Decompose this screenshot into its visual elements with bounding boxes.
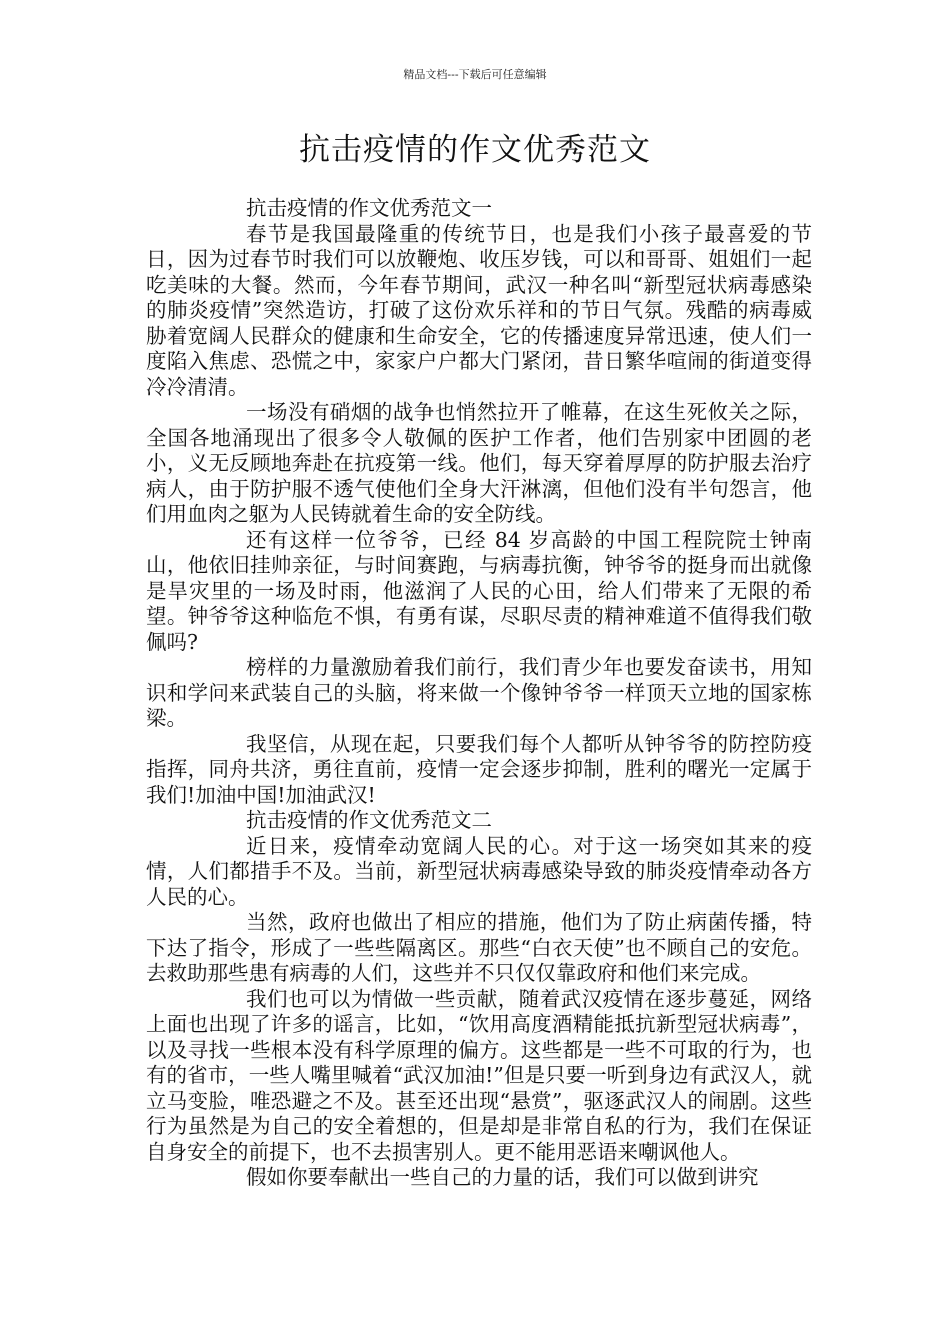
section-heading-2: 抗击疫情的作文优秀范文二 (246, 808, 492, 832)
paragraph: 我坚信，从现在起，只要我们每个人都听从钟爷爷的防控防疫指挥，同舟共济，勇往直前，疫情一定会逐步抑制，胜利的曙光一定属于我们!加油中国!加油武汉! (146, 731, 812, 807)
paragraph: 假如你要奉献出一些自己的力量的话，我们可以做到讲究 (246, 1165, 759, 1189)
document-title: 抗击疫情的作文优秀范文 (299, 132, 651, 168)
paragraph: 近日来，疫情牵动宽阔人民的心。对于这一场突如其来的疫情，人们都措手不及。当前，新型冠状病毒感染导致的肺炎疫情牵动各方人民的心。 (146, 833, 812, 909)
paragraph: 当然，政府也做出了相应的措施，他们为了防止病菌传播，特下达了指令，形成了一些些隔离区。那些“白衣天使”也不顾自己的安危。去救助那些患有病毒的人们，这些并不只仅仅靠政府和他们来完成。 (146, 910, 812, 985)
paragraph: 榜样的力量激励着我们前行，我们青少年也要发奋读书，用知识和学问来武装自己的头脑，将来做一个像钟爷爷一样顶天立地的国家栋梁。 (146, 655, 812, 730)
paragraph: 还有这样一位爷爷，已经 84 岁高龄的中国工程院院士钟南山，他依旧挂帅亲征，与时间赛跑，与病毒抗衡，钟爷爷的挺身而出就像是旱灾里的一场及时雨，他滋润了人民的心田，给人们带来了无限的希望。钟爷爷这种临危不惧，有勇有谋，尽职尽责的精神难道不值得我们敬佩吗? (146, 527, 812, 654)
paragraph: 我们也可以为情做一些贡献，随着武汉疫情在逐步蔓延，网络上面也出现了许多的谣言，比如，“饮用高度酒精能抵抗新型冠状病毒”，以及寻找一些根本没有科学原理的偏方。这些都是一些不可取的行为，也有的省市，一些人嘴里喊着“武汉加油!”但是只要一听到身边有武汉人，就立马变脸，唯恐避之不及。甚至还出现“悬赏”，驱逐武汉人的闹剧。这些行为虽然是为自己的安全着想的，但是却是非常自私的行为，我们在保证自身安全的前提下，也不去损害别人。更不能用恶语来嘲讽他人。 (146, 986, 812, 1164)
paragraph: 春节是我国最隆重的传统节日，也是我们小孩子最喜爱的节日，因为过春节时我们可以放鞭炮、收压岁钱，可以和哥哥、姐姐们一起吃美味的大餐。然而，今年春节期间，武汉一种名叫“新型冠状病毒感染的肺炎疫情”突然造访，打破了这份欢乐祥和的节日气氛。残酷的病毒威胁着宽阔人民群众的健康和生命安全，它的传播速度异常迅速，使人们一度陷入焦虑、恐慌之中，家家户户都大门紧闭，昔日繁华喧闹的街道变得冷冷清清。 (146, 221, 812, 399)
section-heading-1: 抗击疫情的作文优秀范文一 (246, 196, 492, 220)
document-body (146, 196, 812, 1191)
paragraph: 一场没有硝烟的战争也悄然拉开了帷幕，在这生死攸关之际，全国各地涌现出了很多令人敬佩的医护工作者，他们告别家中团圆的老小，义无反顾地奔赴在抗疫第一线。他们，每天穿着厚厚的防护服去治疗病人，由于防护服不透气使他们全身大汗淋漓，但他们没有半句怨言，他们用血肉之躯为人民铸就着生命的安全防线。 (146, 400, 812, 526)
header-note: 精品文档---下载后可任意编辑 (403, 68, 547, 81)
